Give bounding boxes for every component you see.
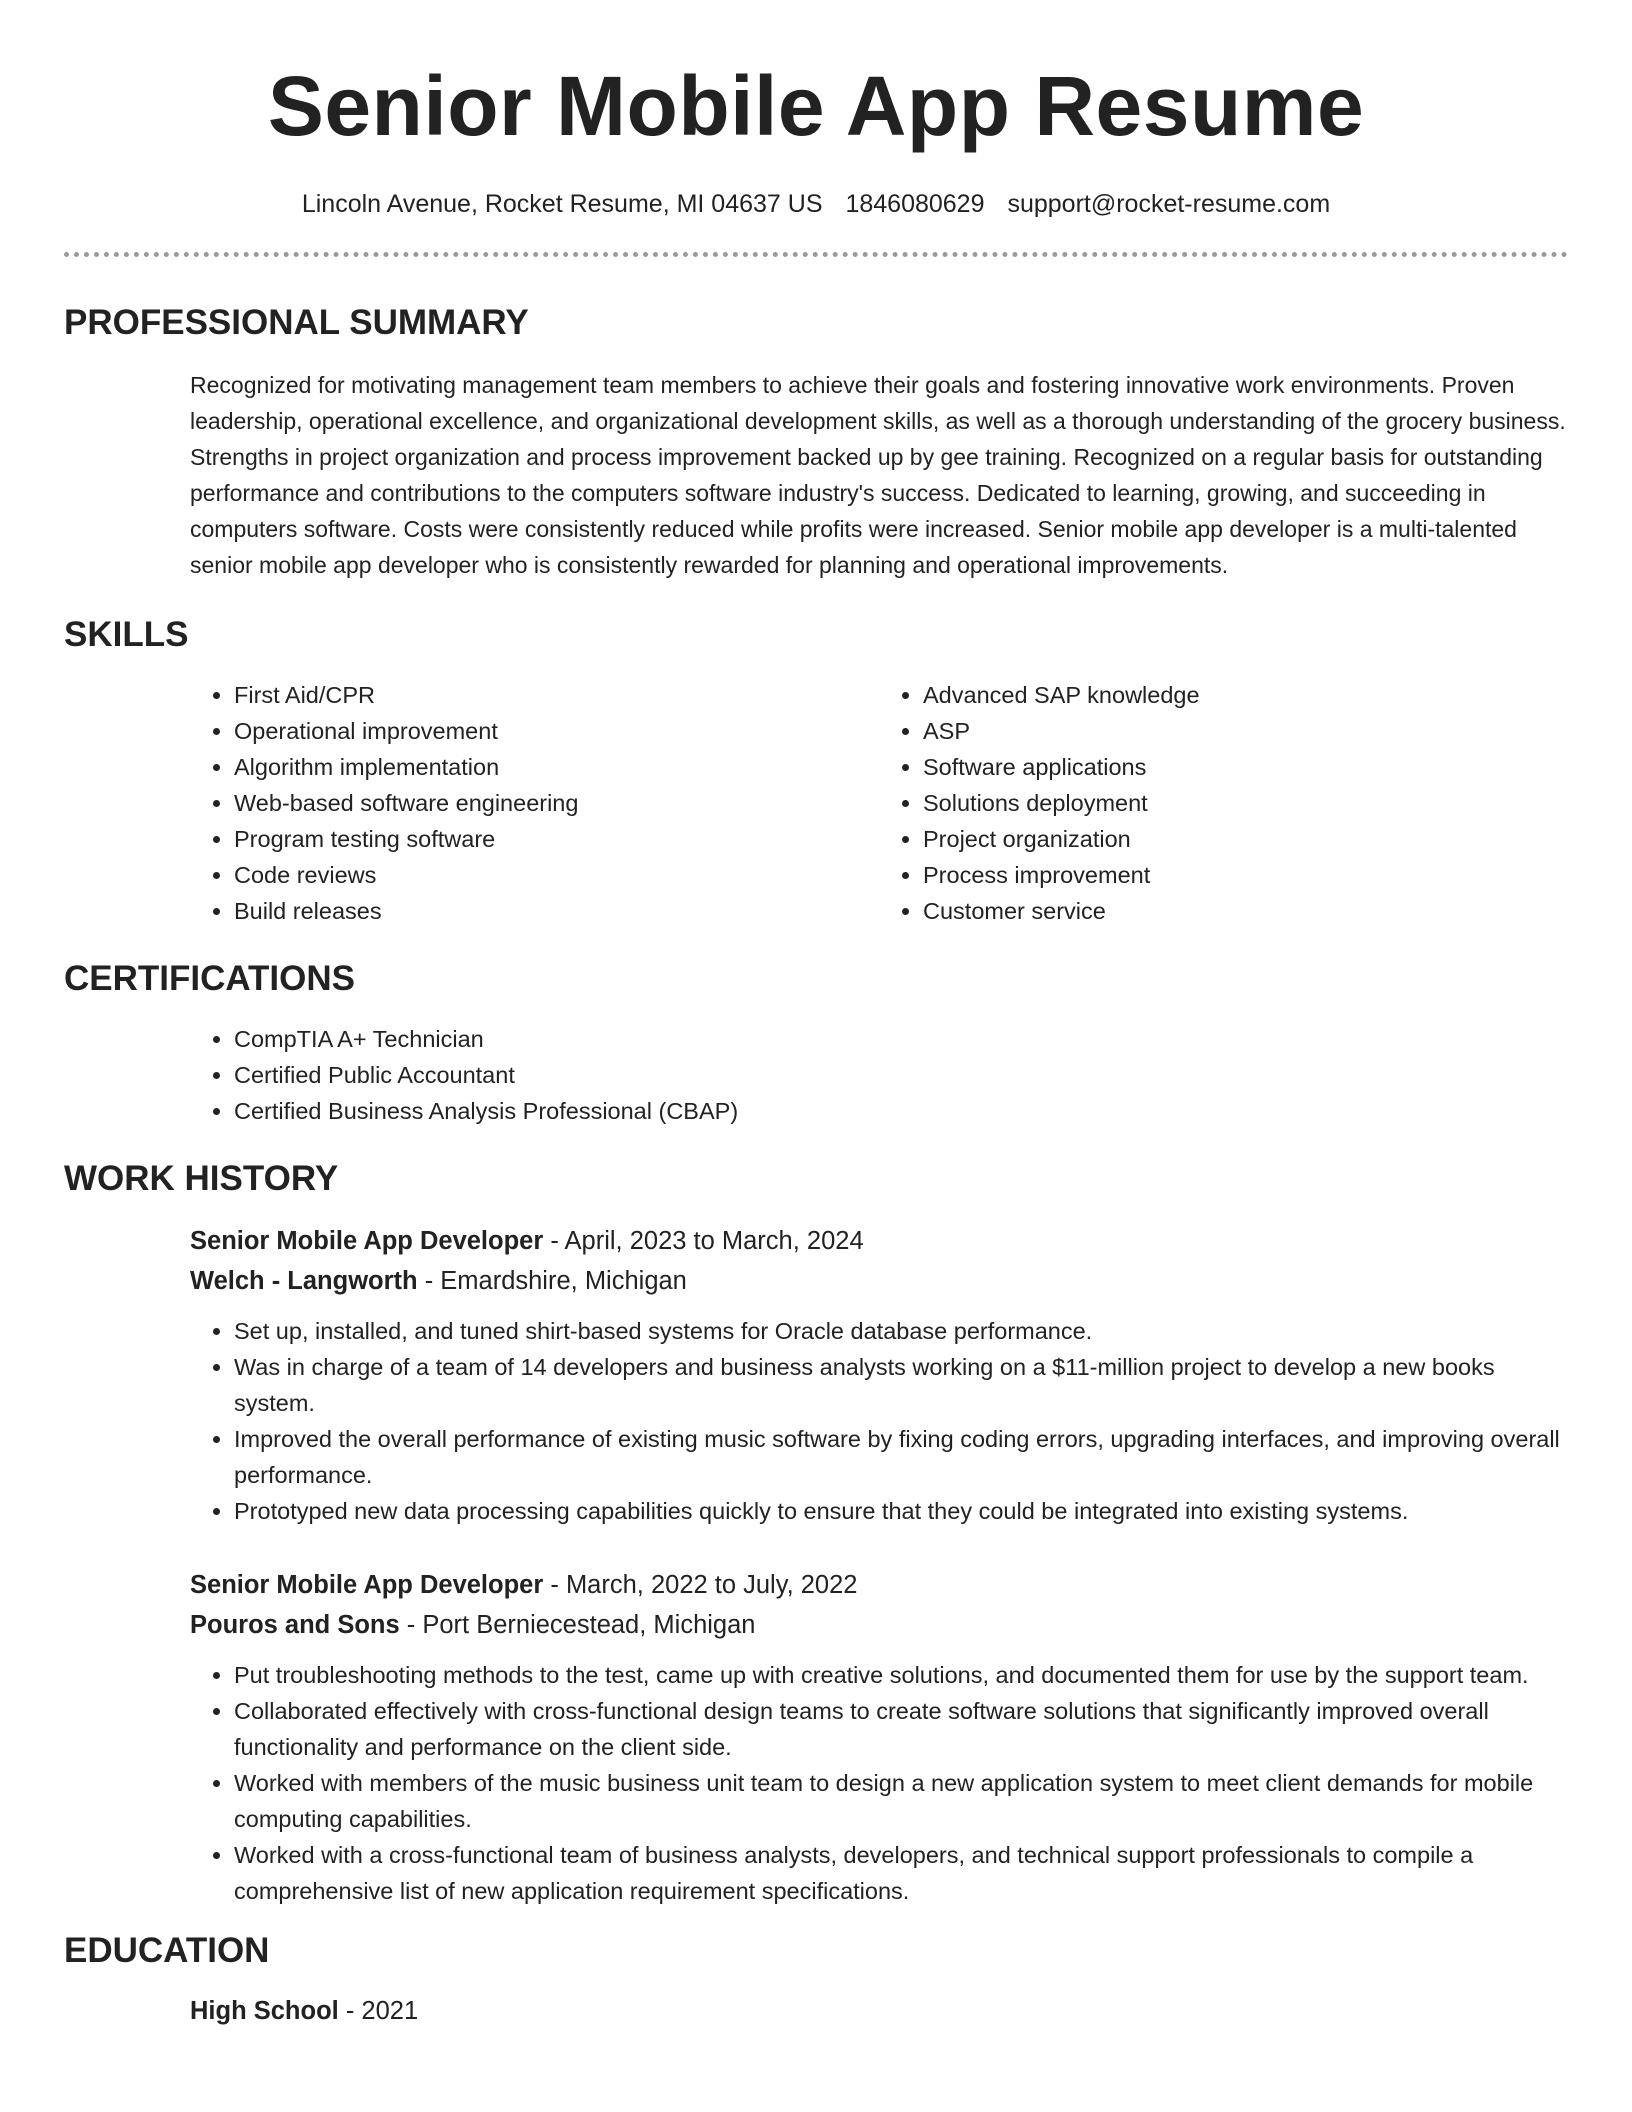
contact-line	[64, 188, 1568, 220]
job-role: Senior Mobile App Developer	[190, 1571, 544, 1599]
job-company-line	[190, 1605, 1568, 1645]
resume-title: Senior Mobile App Resume	[267, 59, 1365, 153]
job-bullet: • Worked with a cross-functional team of business analysts, developers, and technical support professionals to compile a comprehensive list of new application requirement specifications.	[234, 1837, 1568, 1909]
work-history-section	[64, 1157, 1568, 1909]
education-section	[64, 1929, 1568, 2031]
job-bullet: • Set up, installed, and tuned shirt-based systems for Oracle database performance.	[234, 1313, 1568, 1349]
skill-item: • Build releases	[234, 893, 879, 929]
education-year: - 2021	[338, 1997, 419, 2025]
certification-item: • Certified Public Accountant	[234, 1057, 1568, 1093]
job-bullets	[190, 1657, 1568, 1909]
job-dates: - March, 2022 to July, 2022	[543, 1571, 858, 1599]
resume-page	[64, 0, 1568, 2031]
job-bullet: • Collaborated effectively with cross-functional design teams to create software solutions that significantly improved overall functionality and performance on the client side.	[234, 1693, 1568, 1765]
certification-item: • CompTIA A+ Technician	[234, 1021, 1568, 1057]
skill-item: • Operational improvement	[234, 713, 879, 749]
skills-list-left	[190, 677, 879, 929]
job-location: - Port Berniecestead, Michigan	[399, 1611, 756, 1639]
skill-item: • Code reviews	[234, 857, 879, 893]
phone: 1846080629	[845, 190, 985, 218]
resume-header	[64, 0, 1568, 220]
skills-heading: SKILLS	[64, 615, 189, 654]
certifications-list-wrap	[190, 1021, 1568, 1129]
job-company: Pouros and Sons	[190, 1611, 400, 1639]
job-company: Welch - Langworth	[190, 1267, 418, 1295]
skill-item: • Project organization	[923, 821, 1568, 857]
job-company-line	[190, 1261, 1568, 1301]
job-dates: - April, 2023 to March, 2024	[543, 1227, 864, 1255]
skill-item: • First Aid/CPR	[234, 677, 879, 713]
job-role-line	[190, 1221, 1568, 1261]
job-entry	[190, 1565, 1568, 1909]
skills-grid	[190, 677, 1568, 929]
summary-section	[64, 301, 1568, 583]
skills-list-right	[879, 677, 1568, 929]
address: Lincoln Avenue, Rocket Resume, MI 04637 US	[301, 190, 823, 218]
certifications-heading: CERTIFICATIONS	[64, 959, 356, 998]
skill-item: • Advanced SAP knowledge	[923, 677, 1568, 713]
education-entry	[190, 1991, 1568, 2031]
job-role: Senior Mobile App Developer	[190, 1227, 544, 1255]
certifications-section	[64, 957, 1568, 1129]
skill-item: • Algorithm implementation	[234, 749, 879, 785]
certifications-list	[190, 1021, 1568, 1129]
job-role-line	[190, 1565, 1568, 1605]
summary-heading: PROFESSIONAL SUMMARY	[64, 303, 529, 342]
skill-item: • Customer service	[923, 893, 1568, 929]
skill-item: • Web-based software engineering	[234, 785, 879, 821]
job-bullet: • Put troubleshooting methods to the test, came up with creative solutions, and documented them for use by the support team.	[234, 1657, 1568, 1693]
summary-text: Recognized for motivating management team members to achieve their goals and fostering innovative work environments. Proven leadership, operational excellence, and organizational development skills, as well as a thorough understanding of the grocery business. Strengths in project organization and process improvement backed up by gee training. Recognized on a regular basis for outstanding performance and contributions to the computers software industry's success. Dedicated to learning, growing, and succeeding in computers software. Costs were consistently reduced while profits were increased. Senior mobile app developer is a multi-talented senior mobile app developer who is consistently rewarded for planning and operational improvements.	[190, 372, 1566, 578]
certification-item: • Certified Business Analysis Professional (CBAP)	[234, 1093, 1568, 1129]
skill-item: • ASP	[923, 713, 1568, 749]
job-bullets	[190, 1313, 1568, 1529]
job-entry	[190, 1221, 1568, 1529]
skill-item: • Process improvement	[923, 857, 1568, 893]
job-bullet: • Was in charge of a team of 14 developers and business analysts working on a $11-million project to develop a new books system.	[234, 1349, 1568, 1421]
education-degree: High School	[190, 1997, 339, 2025]
job-bullet: • Improved the overall performance of existing music software by fixing coding errors, upgrading interfaces, and improving overall performance.	[234, 1421, 1568, 1493]
job-bullet: • Worked with members of the music business unit team to design a new application system to meet client demands for mobile computing capabilities.	[234, 1765, 1568, 1837]
job-location: - Emardshire, Michigan	[417, 1267, 687, 1295]
header-divider	[64, 252, 1568, 257]
work-history-heading: WORK HISTORY	[64, 1159, 339, 1198]
skill-item: • Software applications	[923, 749, 1568, 785]
skill-item: • Solutions deployment	[923, 785, 1568, 821]
job-bullet: • Prototyped new data processing capabilities quickly to ensure that they could be integrated into existing systems.	[234, 1493, 1568, 1529]
skill-item: • Program testing software	[234, 821, 879, 857]
skills-section	[64, 613, 1568, 929]
email: support@rocket-resume.com	[1007, 190, 1331, 218]
education-heading: EDUCATION	[64, 1931, 270, 1970]
